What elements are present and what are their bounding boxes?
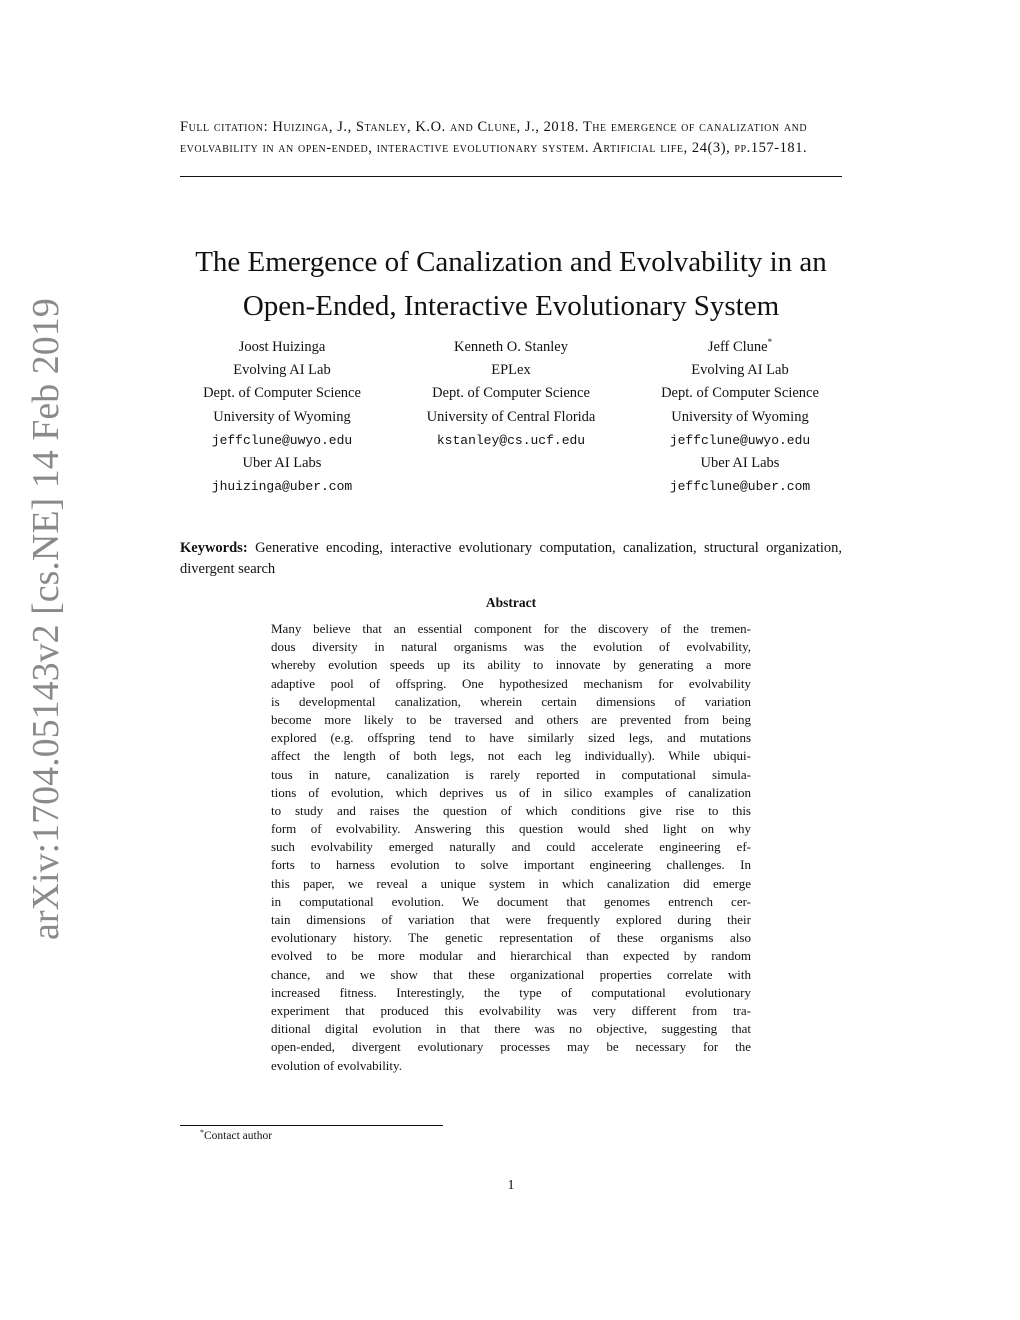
abstract-line: explored (e.g. offspring tend to have similarly sized legs, and mutations: [271, 730, 751, 746]
arxiv-stamp: arXiv:1704.05143v2 [cs.NE] 14 Feb 2019: [25, 298, 67, 940]
abstract-line: this paper, we reveal a unique system in which canalization did emerge: [271, 875, 751, 891]
abstract-line: tous in nature, canalization is rarely reported in computational simula-: [271, 766, 751, 782]
citation-divider: [180, 176, 842, 177]
abstract-line: forts to harness evolution to solve important engineering challenges. In: [271, 857, 751, 873]
author-clune: [630, 336, 850, 498]
author-block: [180, 336, 842, 506]
abstract-line: tions of evolution, which deprives us of in silico examples of canalization: [271, 784, 751, 800]
author-email: jeffclune@uwyo.edu: [669, 432, 811, 448]
abstract-line: Many believe that an essential component for the discovery of the tremen-: [271, 621, 751, 636]
abstract-heading: Abstract: [485, 595, 537, 610]
abstract-line: adaptive pool of offspring. One hypothesized mechanism for evolvability: [271, 675, 751, 691]
abstract-line: dous diversity in natural organisms was the evolution of evolvability,: [271, 639, 751, 655]
abstract-body: [271, 620, 751, 1075]
paper-title: [180, 240, 842, 328]
author-email-2: jhuizinga@uber.com: [211, 479, 353, 495]
author-name: Jeff Clune: [707, 339, 768, 355]
author-name-line: [630, 336, 850, 359]
abstract-line: tain dimensions of variation that were frequently explored during their: [271, 912, 751, 927]
author-lab: Evolving AI Lab: [233, 362, 331, 379]
author-university: University of Wyoming: [213, 408, 351, 425]
abstract-line: ditional digital evolution in that there was no objective, suggesting that: [271, 1021, 751, 1037]
author-huizinga: [172, 336, 392, 498]
keywords-text: Generative encoding, interactive evolutionary computation, canalization, structural organization, divergent search: [180, 540, 843, 577]
abstract-line: chance, and we show that these organizational properties correlate with: [271, 966, 751, 982]
abstract-line: whereby evolution speeds up its ability to innovate by generating a more: [271, 657, 751, 673]
abstract-line: evolutionary history. The genetic representation of these organisms also: [271, 930, 751, 946]
page-number: 1: [507, 1178, 515, 1193]
keywords-label: Keywords:: [180, 540, 248, 556]
author-department: Dept. of Computer Science: [432, 385, 590, 402]
author-email: jeffclune@uwyo.edu: [211, 432, 353, 448]
abstract-line: evolved to be more modular and hierarchical than expected by random: [271, 948, 751, 964]
title-line-2: Open-Ended, Interactive Evolutionary System: [242, 290, 780, 322]
author-affiliation-2: Uber AI Labs: [242, 454, 322, 471]
full-citation: Full citation: Huizinga, J., Stanley, K.O. and Clune, J., 2018. The emergence of canalization and evolvability in an open-ended, interactive evolutionary system. Artificial life, 24(3), pp.157-181.: [180, 119, 808, 156]
author-department: Dept. of Computer Science: [661, 385, 819, 402]
author-affiliation-2: Uber AI Labs: [700, 454, 780, 471]
abstract-line: form of evolvability. Answering this question would shed light on why: [271, 821, 751, 837]
contact-author-mark: *: [767, 337, 773, 347]
author-stanley: [401, 336, 621, 452]
author-name: Joost Huizinga: [238, 339, 326, 355]
abstract-line: evolution of evolvability.: [271, 1057, 402, 1073]
author-lab: EPLex: [491, 362, 531, 379]
footnote-text: Contact author: [204, 1130, 273, 1142]
footnote: [200, 1128, 272, 1144]
author-department: Dept. of Computer Science: [203, 385, 361, 402]
author-email-2: jeffclune@uber.com: [669, 479, 811, 495]
author-name: Kenneth O. Stanley: [454, 339, 568, 355]
abstract-line: affect the length of both legs, not each leg individually). While ubiqui-: [271, 748, 751, 764]
author-email: kstanley@cs.ucf.edu: [436, 432, 586, 448]
abstract-line: open-ended, divergent evolutionary processes may be necessary for the: [271, 1039, 751, 1055]
abstract-line: is developmental canalization, wherein certain dimensions of variation: [271, 693, 751, 709]
abstract-line: such evolvability emerged naturally and could accelerate engineering ef-: [271, 839, 751, 855]
abstract-line: increased fitness. Interestingly, the type of computational evolutionary: [271, 984, 751, 1000]
keywords: [180, 538, 842, 580]
author-university: University of Wyoming: [671, 408, 809, 425]
footnote-mark: *: [200, 1128, 204, 1137]
abstract-line: become more likely to be traversed and others are prevented from being: [271, 711, 751, 727]
abstract-line: to study and raises the question of which conditions give rise to this: [271, 802, 751, 818]
abstract-line: in computational evolution. We document that genomes entrench cer-: [271, 893, 751, 909]
title-line-1: The Emergence of Canalization and Evolvability in an: [195, 246, 827, 278]
footnote-divider: [180, 1125, 443, 1126]
author-university: University of Central Florida: [426, 408, 596, 425]
abstract-line: experiment that produced this evolvability was very different from tra-: [271, 1002, 751, 1018]
author-lab: Evolving AI Lab: [691, 362, 789, 379]
